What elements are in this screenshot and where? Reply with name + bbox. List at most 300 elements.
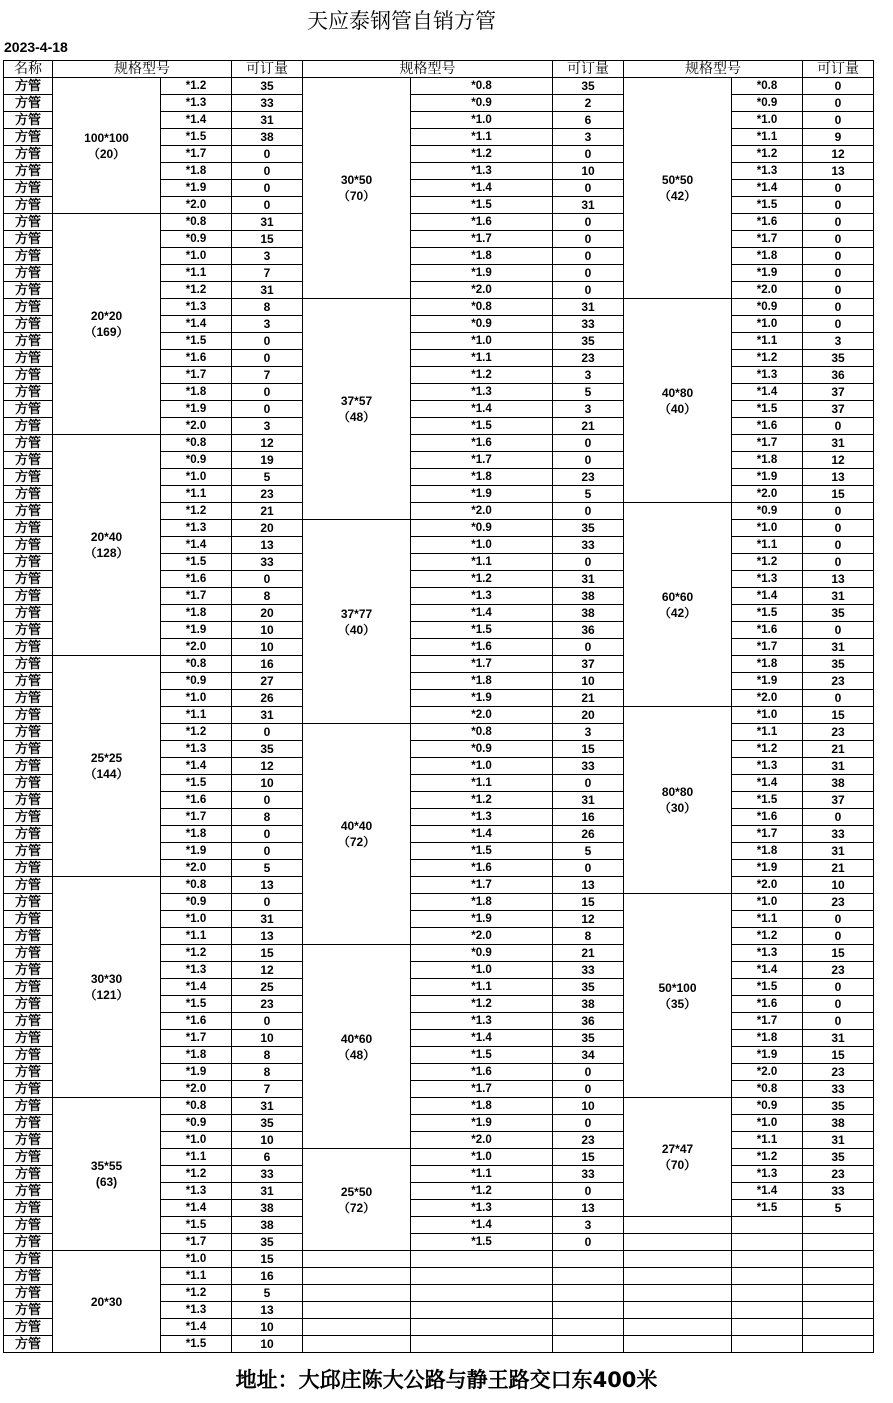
quantity-cell: 23 <box>803 724 874 741</box>
item-name-cell: 方管 <box>4 1013 53 1030</box>
quantity-cell: 15 <box>803 1047 874 1064</box>
quantity-cell: 10 <box>553 163 624 180</box>
size-label: 25*50 <box>340 1184 373 1199</box>
size-group-cell <box>303 299 411 520</box>
item-name-cell: 方管 <box>4 690 53 707</box>
size-group-cell <box>53 877 161 1098</box>
thickness-cell: *1.2 <box>161 282 232 299</box>
quantity-cell: 13 <box>553 1200 624 1217</box>
quantity-cell: 10 <box>232 1030 303 1047</box>
thickness-cell: *1.9 <box>161 401 232 418</box>
thickness-cell: *0.9 <box>161 894 232 911</box>
item-name-cell: 方管 <box>4 316 53 333</box>
quantity-cell: 35 <box>553 979 624 996</box>
empty-cell <box>732 1251 803 1268</box>
empty-cell <box>624 1319 732 1336</box>
thickness-cell: *1.1 <box>411 350 553 367</box>
thickness-cell: *1.8 <box>732 1030 803 1047</box>
size-group-cell <box>303 1149 411 1251</box>
empty-cell <box>303 1251 411 1268</box>
size-label: 35*55 <box>90 1159 123 1173</box>
empty-cell <box>732 1268 803 1285</box>
thickness-cell: *0.8 <box>411 78 553 95</box>
thickness-cell: *1.5 <box>732 979 803 996</box>
quantity-cell: 31 <box>803 639 874 656</box>
quantity-cell: 10 <box>232 639 303 656</box>
thickness-cell: *2.0 <box>732 1064 803 1081</box>
thickness-cell: *0.9 <box>411 95 553 112</box>
thickness-cell: *1.0 <box>161 690 232 707</box>
size-group-cell <box>303 945 411 1149</box>
quantity-cell: 3 <box>553 367 624 384</box>
item-name-cell: 方管 <box>4 928 53 945</box>
thickness-cell: *1.1 <box>732 333 803 350</box>
item-name-cell: 方管 <box>4 979 53 996</box>
thickness-cell: *2.0 <box>732 877 803 894</box>
quantity-cell: 0 <box>803 690 874 707</box>
quantity-cell: 15 <box>553 1149 624 1166</box>
size-group-cell <box>53 214 161 435</box>
thickness-cell: *1.1 <box>411 775 553 792</box>
quantity-cell: 0 <box>553 775 624 792</box>
thickness-cell: *1.5 <box>411 622 553 639</box>
thickness-cell: *1.9 <box>411 265 553 282</box>
thickness-cell: *1.2 <box>411 996 553 1013</box>
thickness-cell: *1.3 <box>411 1200 553 1217</box>
thickness-cell: *1.1 <box>732 911 803 928</box>
size-count: （70） <box>337 189 376 203</box>
thickness-cell: *1.8 <box>411 1098 553 1115</box>
empty-cell <box>732 1234 803 1251</box>
quantity-cell: 8 <box>232 299 303 316</box>
empty-cell <box>803 1251 874 1268</box>
thickness-cell: *2.0 <box>732 690 803 707</box>
size-label: 25*25 <box>90 751 123 765</box>
quantity-cell: 16 <box>553 809 624 826</box>
thickness-cell: *1.6 <box>732 996 803 1013</box>
thickness-cell: *1.0 <box>411 112 553 129</box>
thickness-cell: *1.0 <box>411 333 553 350</box>
thickness-cell: *1.8 <box>411 894 553 911</box>
quantity-cell: 38 <box>553 588 624 605</box>
quantity-cell: 15 <box>553 741 624 758</box>
thickness-cell: *1.5 <box>161 1336 232 1353</box>
quantity-cell: 35 <box>803 656 874 673</box>
quantity-cell: 10 <box>232 1132 303 1149</box>
empty-cell <box>303 1302 411 1319</box>
thickness-cell: *1.4 <box>732 775 803 792</box>
quantity-cell: 35 <box>553 78 624 95</box>
quantity-cell: 35 <box>232 1115 303 1132</box>
quantity-cell: 0 <box>232 826 303 843</box>
quantity-cell: 31 <box>232 1183 303 1200</box>
item-name-cell: 方管 <box>4 860 53 877</box>
quantity-cell: 0 <box>803 418 874 435</box>
size-label: 37*77 <box>340 606 373 621</box>
size-label: 80*80 <box>661 785 694 799</box>
thickness-cell: *1.1 <box>161 265 232 282</box>
size-count: （48） <box>337 1047 376 1062</box>
page-title: 天应泰钢管自销方管 <box>307 9 496 33</box>
quantity-cell: 23 <box>232 996 303 1013</box>
thickness-cell: *1.2 <box>161 1285 232 1302</box>
thickness-cell: *1.4 <box>411 1217 553 1234</box>
thickness-cell: *1.9 <box>411 911 553 928</box>
thickness-cell: *1.9 <box>732 860 803 877</box>
quantity-cell: 13 <box>232 537 303 554</box>
thickness-cell: *0.9 <box>732 1098 803 1115</box>
quantity-cell: 13 <box>803 469 874 486</box>
header-qty-3: 可订量 <box>803 61 874 78</box>
quantity-cell: 13 <box>553 877 624 894</box>
item-name-cell: 方管 <box>4 809 53 826</box>
quantity-cell: 0 <box>553 231 624 248</box>
item-name-cell: 方管 <box>4 962 53 979</box>
quantity-cell: 0 <box>232 1013 303 1030</box>
thickness-cell: *2.0 <box>411 707 553 724</box>
quantity-cell: 23 <box>803 1166 874 1183</box>
thickness-cell: *0.8 <box>161 435 232 452</box>
quantity-cell: 27 <box>232 673 303 690</box>
quantity-cell: 21 <box>553 418 624 435</box>
thickness-cell: *1.3 <box>161 299 232 316</box>
thickness-cell: *1.7 <box>411 877 553 894</box>
quantity-cell: 15 <box>553 894 624 911</box>
item-name-cell: 方管 <box>4 1115 53 1132</box>
item-name-cell: 方管 <box>4 401 53 418</box>
thickness-cell: *2.0 <box>411 928 553 945</box>
quantity-cell: 38 <box>553 605 624 622</box>
thickness-cell: *1.9 <box>161 1064 232 1081</box>
quantity-cell: 5 <box>232 860 303 877</box>
thickness-cell: *1.2 <box>411 367 553 384</box>
item-name-cell: 方管 <box>4 605 53 622</box>
item-name-cell: 方管 <box>4 333 53 350</box>
thickness-cell: *1.7 <box>732 231 803 248</box>
item-name-cell: 方管 <box>4 384 53 401</box>
quantity-cell: 34 <box>553 1047 624 1064</box>
thickness-cell: *1.2 <box>732 928 803 945</box>
size-group-cell <box>624 1098 732 1217</box>
thickness-cell: *1.4 <box>411 826 553 843</box>
item-name-cell: 方管 <box>4 792 53 809</box>
quantity-cell: 0 <box>803 95 874 112</box>
quantity-cell: 0 <box>553 435 624 452</box>
thickness-cell: *1.7 <box>732 826 803 843</box>
thickness-cell: *1.2 <box>411 146 553 163</box>
item-name-cell: 方管 <box>4 724 53 741</box>
quantity-cell: 31 <box>803 588 874 605</box>
thickness-cell: *0.9 <box>161 452 232 469</box>
thickness-cell: *1.8 <box>732 843 803 860</box>
thickness-cell: *1.1 <box>161 486 232 503</box>
quantity-cell: 19 <box>232 452 303 469</box>
empty-cell <box>624 1268 732 1285</box>
size-group-cell <box>303 520 411 724</box>
thickness-cell: *2.0 <box>161 418 232 435</box>
quantity-cell: 23 <box>803 673 874 690</box>
thickness-cell: *0.9 <box>732 299 803 316</box>
thickness-cell: *1.2 <box>732 350 803 367</box>
quantity-cell: 31 <box>553 792 624 809</box>
thickness-cell: *1.4 <box>161 112 232 129</box>
thickness-cell: *1.3 <box>161 962 232 979</box>
thickness-cell: *1.7 <box>161 1234 232 1251</box>
thickness-cell: *0.8 <box>732 78 803 95</box>
thickness-cell: *1.2 <box>732 1149 803 1166</box>
size-group-cell <box>624 503 732 707</box>
quantity-cell: 0 <box>553 265 624 282</box>
thickness-cell: *1.3 <box>732 1166 803 1183</box>
item-name-cell: 方管 <box>4 537 53 554</box>
item-name-cell: 方管 <box>4 1030 53 1047</box>
thickness-cell: *1.4 <box>161 1200 232 1217</box>
quantity-cell: 10 <box>232 622 303 639</box>
thickness-cell: *1.3 <box>411 809 553 826</box>
quantity-cell: 0 <box>553 214 624 231</box>
thickness-cell: *1.1 <box>732 129 803 146</box>
item-name-cell: 方管 <box>4 1166 53 1183</box>
quantity-cell: 38 <box>803 775 874 792</box>
item-name-cell: 方管 <box>4 588 53 605</box>
thickness-cell: *1.5 <box>161 775 232 792</box>
quantity-cell: 0 <box>553 503 624 520</box>
quantity-cell: 0 <box>553 180 624 197</box>
thickness-cell: *1.9 <box>161 843 232 860</box>
header-name: 名称 <box>4 61 53 78</box>
quantity-cell: 31 <box>553 197 624 214</box>
item-name-cell: 方管 <box>4 639 53 656</box>
size-label: 30*50 <box>340 173 373 187</box>
quantity-cell: 35 <box>232 741 303 758</box>
quantity-cell: 33 <box>553 537 624 554</box>
thickness-cell: *0.8 <box>161 1098 232 1115</box>
thickness-cell: *1.4 <box>161 537 232 554</box>
thickness-cell: *1.0 <box>732 1115 803 1132</box>
quantity-cell: 26 <box>553 826 624 843</box>
thickness-cell: *1.3 <box>161 1183 232 1200</box>
quantity-cell: 0 <box>803 265 874 282</box>
quantity-cell: 0 <box>803 78 874 95</box>
quantity-cell: 9 <box>803 129 874 146</box>
quantity-cell: 8 <box>553 928 624 945</box>
quantity-cell: 0 <box>803 809 874 826</box>
thickness-cell: *1.7 <box>732 435 803 452</box>
size-group-cell <box>53 435 161 656</box>
quantity-cell: 5 <box>553 843 624 860</box>
quantity-cell: 3 <box>232 316 303 333</box>
table-row <box>4 656 874 673</box>
item-name-cell: 方管 <box>4 911 53 928</box>
size-count: （121） <box>84 988 129 1002</box>
thickness-cell: *1.5 <box>161 333 232 350</box>
quantity-cell: 0 <box>803 112 874 129</box>
thickness-cell: *1.0 <box>161 248 232 265</box>
quantity-cell: 15 <box>232 231 303 248</box>
quantity-cell: 31 <box>232 1098 303 1115</box>
quantity-cell: 0 <box>803 911 874 928</box>
empty-cell <box>624 1251 732 1268</box>
quantity-cell: 0 <box>803 214 874 231</box>
empty-cell <box>732 1336 803 1353</box>
thickness-cell: *1.7 <box>161 809 232 826</box>
item-name-cell: 方管 <box>4 248 53 265</box>
thickness-cell: *1.8 <box>161 605 232 622</box>
item-name-cell: 方管 <box>4 1183 53 1200</box>
quantity-cell: 0 <box>232 384 303 401</box>
quantity-cell: 3 <box>553 129 624 146</box>
thickness-cell: *1.2 <box>732 146 803 163</box>
item-name-cell: 方管 <box>4 78 53 95</box>
thickness-cell: *1.3 <box>732 945 803 962</box>
size-count: （42） <box>658 605 697 620</box>
thickness-cell: *1.1 <box>161 1268 232 1285</box>
size-group-cell <box>624 894 732 1098</box>
quantity-cell: 23 <box>232 486 303 503</box>
quantity-cell: 31 <box>232 282 303 299</box>
quantity-cell: 0 <box>232 350 303 367</box>
thickness-cell: *1.7 <box>411 656 553 673</box>
size-count: （42） <box>658 189 697 203</box>
thickness-cell: *1.2 <box>732 741 803 758</box>
quantity-cell: 12 <box>553 911 624 928</box>
quantity-cell: 33 <box>553 1166 624 1183</box>
inventory-table <box>3 60 874 1353</box>
quantity-cell: 7 <box>232 1081 303 1098</box>
empty-cell <box>732 1319 803 1336</box>
quantity-cell: 0 <box>232 894 303 911</box>
thickness-cell: *1.6 <box>411 639 553 656</box>
thickness-cell: *1.0 <box>411 962 553 979</box>
quantity-cell: 33 <box>553 962 624 979</box>
quantity-cell: 13 <box>232 928 303 945</box>
quantity-cell: 8 <box>232 588 303 605</box>
quantity-cell: 0 <box>553 452 624 469</box>
thickness-cell: *1.8 <box>732 452 803 469</box>
thickness-cell: *1.8 <box>161 384 232 401</box>
quantity-cell: 0 <box>803 1013 874 1030</box>
thickness-cell: *0.9 <box>732 95 803 112</box>
thickness-cell: *1.0 <box>411 758 553 775</box>
quantity-cell: 0 <box>553 1115 624 1132</box>
quantity-cell: 0 <box>553 1064 624 1081</box>
quantity-cell: 0 <box>553 554 624 571</box>
thickness-cell: *1.1 <box>161 707 232 724</box>
quantity-cell: 23 <box>803 962 874 979</box>
item-name-cell: 方管 <box>4 554 53 571</box>
size-label: 100*100 <box>84 130 129 145</box>
item-name-cell: 方管 <box>4 129 53 146</box>
item-name-cell: 方管 <box>4 282 53 299</box>
quantity-cell: 21 <box>232 503 303 520</box>
thickness-cell: *0.9 <box>411 316 553 333</box>
quantity-cell: 21 <box>803 741 874 758</box>
thickness-cell: *1.5 <box>732 401 803 418</box>
thickness-cell: *1.5 <box>411 1234 553 1251</box>
empty-cell <box>553 1251 624 1268</box>
table-row <box>4 1098 874 1115</box>
size-label: 20*40 <box>90 530 123 544</box>
quantity-cell: 16 <box>232 656 303 673</box>
quantity-cell: 36 <box>803 367 874 384</box>
quantity-cell: 0 <box>553 1183 624 1200</box>
thickness-cell: *1.7 <box>732 1013 803 1030</box>
thickness-cell: *1.3 <box>411 384 553 401</box>
quantity-cell: 10 <box>553 673 624 690</box>
thickness-cell: *1.2 <box>411 571 553 588</box>
thickness-cell: *1.8 <box>411 248 553 265</box>
quantity-cell: 8 <box>232 1064 303 1081</box>
thickness-cell: *1.0 <box>732 894 803 911</box>
quantity-cell: 31 <box>803 843 874 860</box>
size-count: （169） <box>84 325 129 339</box>
quantity-cell: 38 <box>232 129 303 146</box>
thickness-cell: *0.8 <box>732 1081 803 1098</box>
quantity-cell: 10 <box>232 1319 303 1336</box>
table-row <box>4 214 874 231</box>
quantity-cell: 5 <box>232 1285 303 1302</box>
quantity-cell: 7 <box>232 265 303 282</box>
item-name-cell: 方管 <box>4 877 53 894</box>
quantity-cell: 0 <box>803 996 874 1013</box>
thickness-cell: *1.4 <box>411 605 553 622</box>
size-label: 60*60 <box>661 589 694 604</box>
size-group-cell <box>303 78 411 299</box>
empty-cell <box>411 1319 553 1336</box>
quantity-cell: 0 <box>803 554 874 571</box>
quantity-cell: 33 <box>232 95 303 112</box>
thickness-cell: *1.2 <box>411 1183 553 1200</box>
item-name-cell: 方管 <box>4 673 53 690</box>
size-count: （72） <box>337 1200 376 1215</box>
thickness-cell: *1.4 <box>161 758 232 775</box>
quantity-cell: 36 <box>553 1013 624 1030</box>
thickness-cell: *1.5 <box>732 792 803 809</box>
thickness-cell: *1.9 <box>411 690 553 707</box>
thickness-cell: *1.9 <box>732 673 803 690</box>
quantity-cell: 38 <box>232 1217 303 1234</box>
quantity-cell: 0 <box>553 1234 624 1251</box>
quantity-cell: 35 <box>553 333 624 350</box>
item-name-cell: 方管 <box>4 1217 53 1234</box>
thickness-cell: *1.8 <box>732 248 803 265</box>
quantity-cell: 21 <box>553 690 624 707</box>
size-count: （30） <box>658 801 697 815</box>
thickness-cell: *1.3 <box>732 758 803 775</box>
thickness-cell: *1.3 <box>411 163 553 180</box>
empty-cell <box>803 1336 874 1353</box>
thickness-cell: *1.9 <box>161 622 232 639</box>
thickness-cell: *1.0 <box>161 469 232 486</box>
quantity-cell: 33 <box>232 1166 303 1183</box>
quantity-cell: 0 <box>803 503 874 520</box>
thickness-cell: *1.9 <box>411 486 553 503</box>
item-name-cell: 方管 <box>4 775 53 792</box>
thickness-cell: *1.2 <box>161 503 232 520</box>
thickness-cell: *1.6 <box>732 214 803 231</box>
quantity-cell: 23 <box>553 350 624 367</box>
thickness-cell: *1.4 <box>732 588 803 605</box>
item-name-cell: 方管 <box>4 622 53 639</box>
quantity-cell: 13 <box>803 163 874 180</box>
table-header-row <box>4 61 874 78</box>
thickness-cell: *1.0 <box>732 112 803 129</box>
empty-cell <box>803 1234 874 1251</box>
empty-cell <box>411 1285 553 1302</box>
empty-cell <box>732 1217 803 1234</box>
quantity-cell: 31 <box>232 911 303 928</box>
thickness-cell: *1.3 <box>411 588 553 605</box>
